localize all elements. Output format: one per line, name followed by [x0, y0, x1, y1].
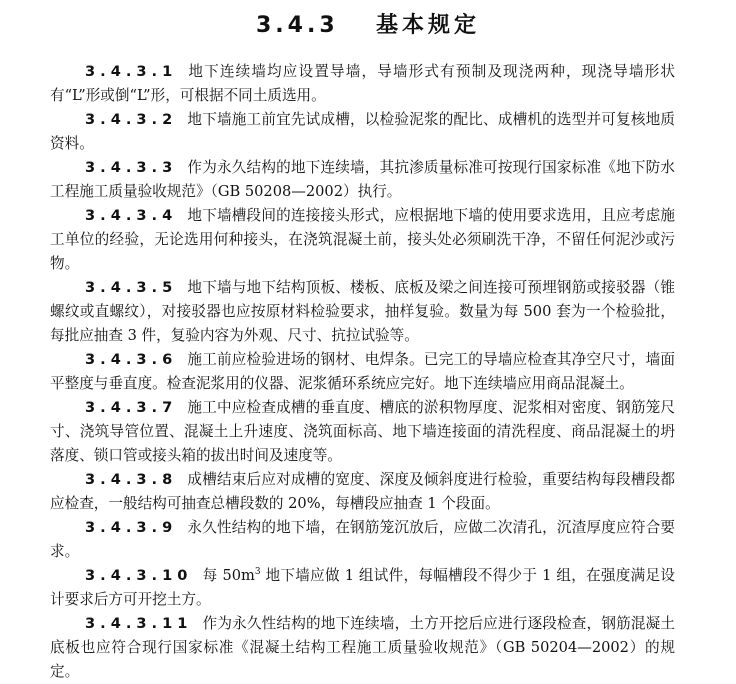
clause-number: 3.4.3.1: [85, 63, 178, 80]
clause-text: 作为永久结构的地下连续墙，其抗渗质量标准可按现行国家标准《地下防水工程施工质量验收规范》（GB 50208—2002）执行。: [50, 159, 675, 200]
section-title: 基本规定: [375, 13, 480, 38]
section-number: 3.4.3: [256, 13, 339, 38]
clause-number: 3.4.3.7: [85, 399, 178, 416]
clause: [50, 396, 675, 468]
clause: [50, 60, 675, 108]
clause-text: 地下连续墙均应设置导墙，导墙形式有预制及现浇两种，现浇导墙形状有“L”形或倒“L”形，可根据不同土质选用。: [50, 63, 675, 104]
clause-text: 施工前应检验进场的钢材、电焊条。已完工的导墙应检查其净空尺寸，墙面平整度与垂直度。检查泥浆用的仪器、泥浆循环系统应完好。地下连续墙应用商品混凝土。: [50, 351, 675, 392]
section-heading: [0, 8, 736, 39]
clause-text-end: 地下墙应做 1 组试件，每幅槽段不得少于 1 组，在强度满足设计要求后方可开挖土方。: [50, 567, 675, 608]
clause-text: 施工中应检查成槽的垂直度、槽底的淤积物厚度、泥浆相对密度、钢筋笼尺寸、浇筑导管位置、混凝土上升速度、浇筑面标高、地下墙连接面的清洗程度、商品混凝土的坍落度、锁口管或接头箱的拔出时间及速度等。: [50, 399, 675, 464]
clause-text: 地下墙与地下结构顶板、楼板、底板及梁之间连接可预埋钢筋或接驳器（锥螺纹或直螺纹），对接驳器也应按原材料检验要求，抽样复验。数量为每 500 套为一个检验批，每批应抽查 3 件，复验内容为外观、尺寸、抗拉试验等。: [50, 279, 675, 344]
clause-text: 永久性结构的地下墙，在钢筋笼沉放后，应做二次清孔，沉渣厚度应符合要求。: [50, 519, 675, 560]
clause: [50, 156, 675, 204]
clause: [50, 468, 675, 516]
clause-number: 3.4.3.6: [85, 351, 178, 368]
clause: [50, 564, 675, 612]
clause: [50, 612, 675, 684]
clause-number: 3.4.3.3: [85, 159, 178, 176]
clause: [50, 348, 675, 396]
clause-number: 3.4.3.4: [85, 207, 178, 224]
clause-text: 地下墙施工前宜先试成槽，以检验泥浆的配比、成槽机的选型并可复核地质资料。: [50, 111, 675, 152]
clause-text: 成槽结束后应对成槽的宽度、深度及倾斜度进行检验，重要结构每段槽段都应检查，一般结构可抽查总槽段数的 20%，每槽段应抽查 1 个段面。: [50, 471, 675, 512]
clause-text-start: 每 50m: [202, 567, 255, 584]
superscript-exponent: 3: [254, 567, 261, 578]
clause: [50, 204, 675, 276]
clause-number: 3.4.3.9: [85, 519, 178, 536]
clause-text: 地下墙槽段间的连接接头形式，应根据地下墙的使用要求选用，且应考虑施工单位的经验，无论选用何种接头，在浇筑混凝土前，接头处必须刷洗干净，不留任何泥沙或污物。: [50, 207, 675, 272]
clause: [50, 516, 675, 564]
clause-list: [50, 60, 675, 684]
clause-number: 3.4.3.11: [85, 615, 193, 632]
clause-number: 3.4.3.5: [85, 279, 178, 296]
clause-number: 3.4.3.2: [85, 111, 178, 128]
clause-text: 作为永久性结构的地下连续墙，土方开挖后应进行逐段检查，钢筋混凝土底板也应符合现行国家标准《混凝土结构工程施工质量验收规范》（GB 50204—2002）的规定。: [50, 615, 675, 680]
clause: [50, 108, 675, 156]
clause-number: 3.4.3.8: [85, 471, 178, 488]
clause-number: 3.4.3.10: [85, 567, 193, 584]
clause: [50, 276, 675, 348]
